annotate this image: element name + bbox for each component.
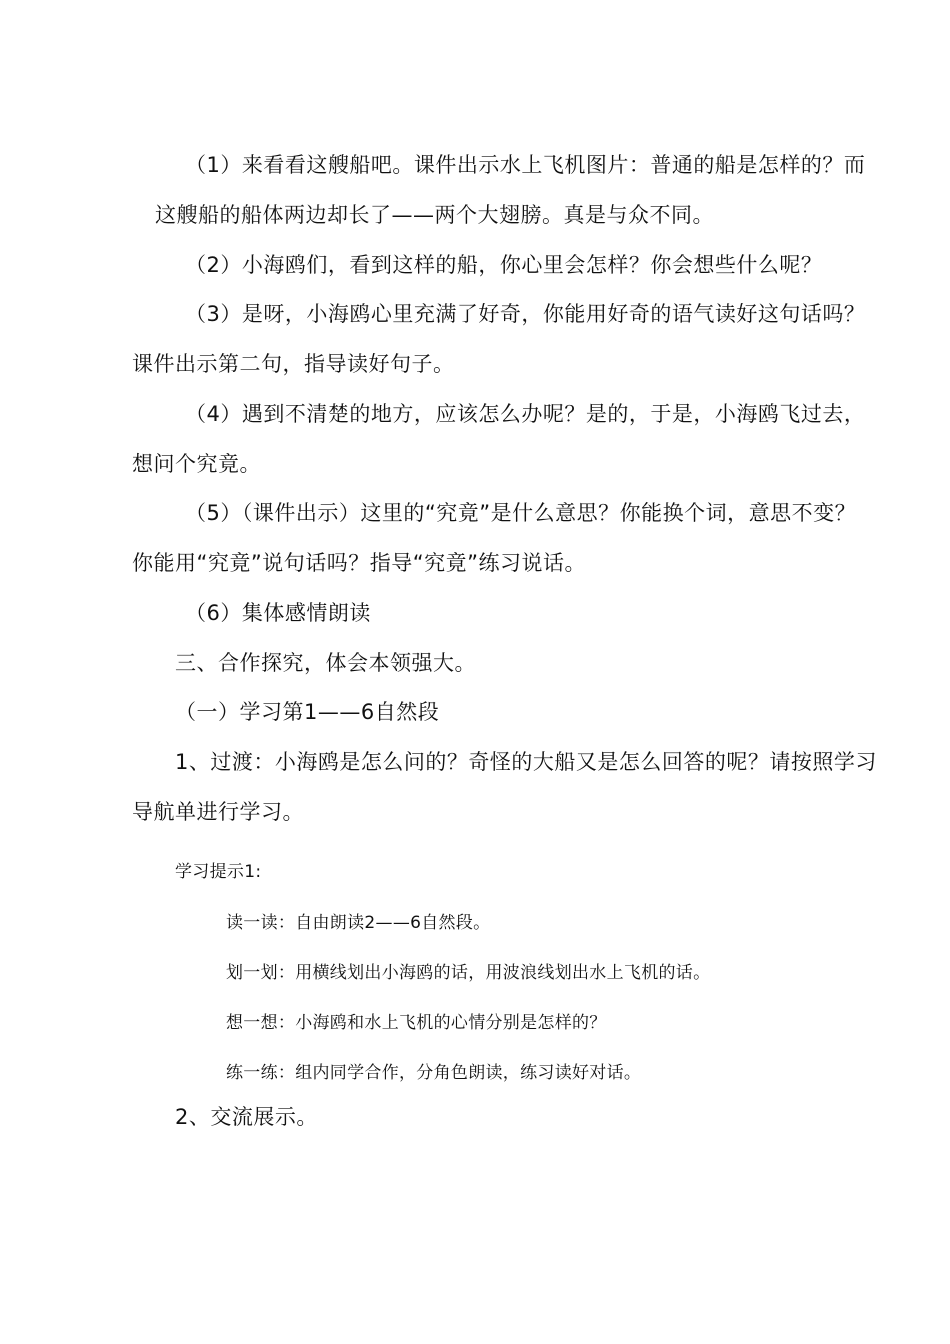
- subsection-heading-1: （一）学习第1——6自然段: [175, 700, 440, 724]
- study-tip-practice: 练一练：组内同学合作，分角色朗读，练习读好对话。: [226, 1063, 642, 1083]
- paragraph-1-line-2: 这艘船的船体两边却长了——两个大翅膀。真是与众不同。: [155, 203, 714, 227]
- paragraph-4-line-1: （4）遇到不清楚的地方，应该怎么办呢？是的，于是，小海鸥飞过去，: [185, 402, 866, 426]
- paragraph-6: （6）集体感情朗读: [185, 601, 371, 625]
- paragraph-2: （2）小海鸥们，看到这样的船，你心里会怎样？你会想些什么呢？: [185, 253, 823, 277]
- step-1-line-1: 1、过渡：小海鸥是怎么问的？奇怪的大船又是怎么回答的呢？请按照学习: [175, 750, 877, 774]
- paragraph-4-line-2: 想问个究竟。: [132, 452, 261, 476]
- paragraph-5-line-2: 你能用“究竟”说句话吗？指导“究竟”练习说话。: [132, 551, 587, 575]
- study-tip-mark: 划一划：用横线划出小海鸥的话，用波浪线划出水上飞机的话。: [226, 963, 711, 983]
- step-1-line-2: 导航单进行学习。: [132, 800, 304, 824]
- paragraph-3-line-2: 课件出示第二句，指导读好句子。: [132, 352, 455, 376]
- study-tip-read: 读一读：自由朗读2——6自然段。: [226, 913, 491, 933]
- study-tip-think: 想一想：小海鸥和水上飞机的心情分别是怎样的？: [226, 1013, 607, 1033]
- step-2: 2、交流展示。: [175, 1105, 318, 1129]
- paragraph-3-line-1: （3）是呀，小海鸥心里充满了好奇，你能用好奇的语气读好这句话吗？: [185, 302, 866, 326]
- study-tip-heading: 学习提示1:: [175, 862, 262, 882]
- paragraph-5-line-1: （5）（课件出示）这里的“究竟”是什么意思？你能换个词，意思不变？: [185, 501, 857, 525]
- section-heading-3: 三、合作探究，体会本领强大。: [175, 651, 476, 675]
- paragraph-1-line-1: （1）来看看这艘船吧。课件出示水上飞机图片：普通的船是怎样的？而: [185, 153, 866, 177]
